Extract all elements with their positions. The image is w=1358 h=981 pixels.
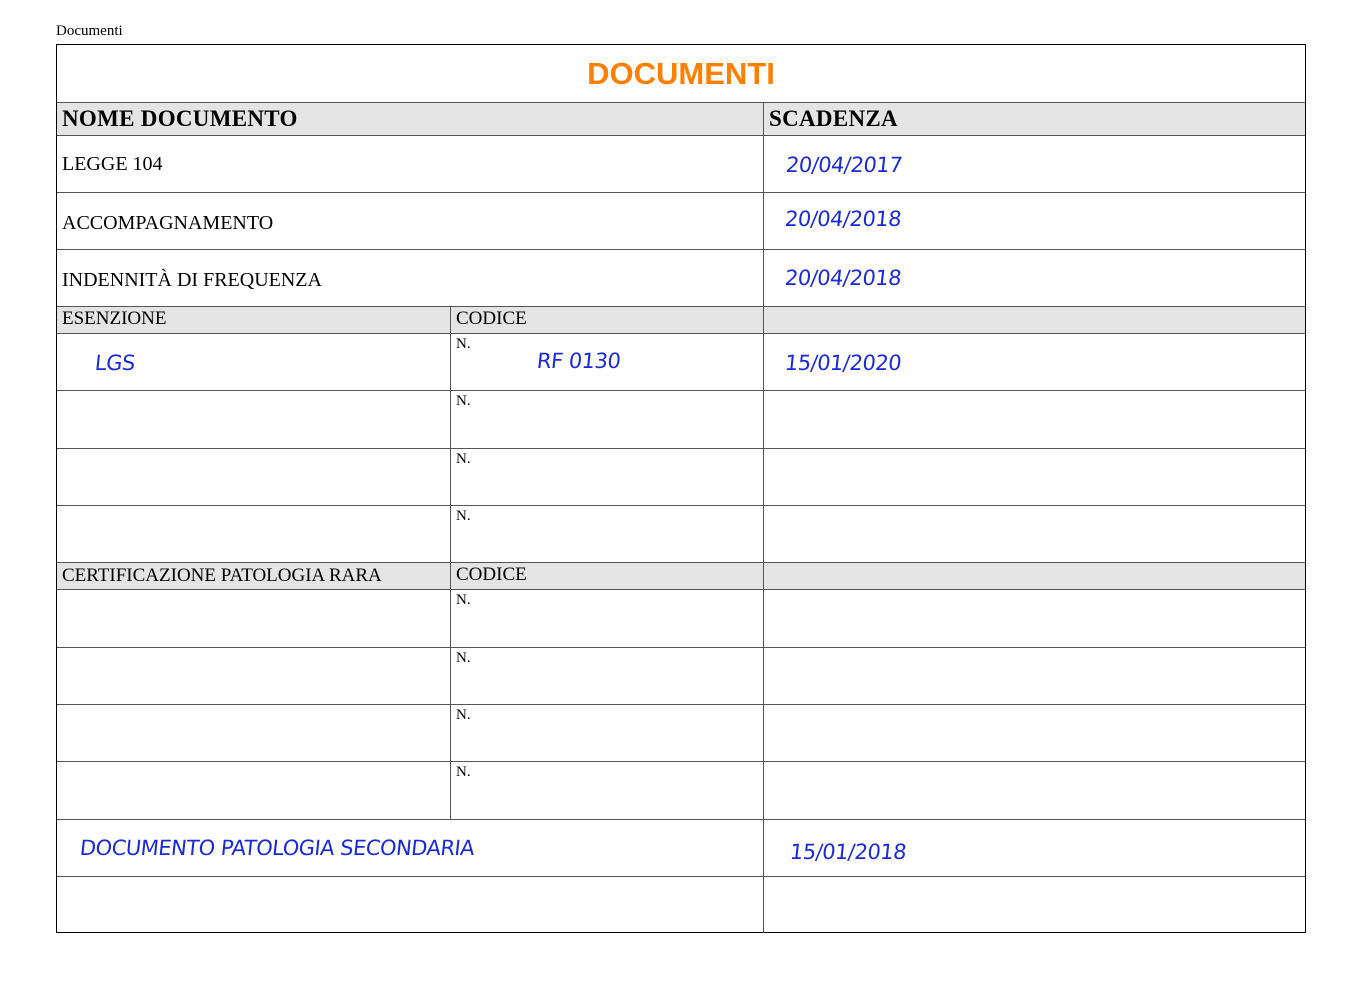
header-codice: CODICE: [456, 564, 527, 585]
secondary-date-field[interactable]: [763, 877, 1305, 933]
n-label: N.: [456, 336, 471, 352]
document-date-field[interactable]: [763, 193, 1305, 249]
esenzione-name-field[interactable]: [57, 391, 450, 448]
secondary-date: 15/01/2018: [788, 840, 908, 864]
document-date: 20/04/2018: [783, 266, 903, 290]
patologia-code-field[interactable]: [450, 762, 763, 819]
esenzione-name: LGS: [93, 351, 137, 375]
document-name: LEGGE 104: [62, 153, 163, 175]
header-esenzione: ESENZIONE: [62, 308, 167, 329]
patologia-rara-row: [57, 647, 1305, 704]
patologia-name-field[interactable]: [57, 590, 450, 647]
patologia-date-field[interactable]: [763, 705, 1305, 761]
patologia-name-field[interactable]: [57, 705, 450, 761]
n-label: N.: [456, 707, 471, 723]
secondary-name-field[interactable]: [57, 877, 763, 933]
document-date-field[interactable]: [763, 136, 1305, 192]
esenzione-date-field[interactable]: [763, 391, 1305, 448]
esenzione-date-field[interactable]: [763, 334, 1305, 390]
secondary-name-field[interactable]: [57, 820, 763, 876]
esenzione-row: [57, 505, 1305, 562]
esenzione-row: [57, 390, 1305, 448]
patologia-rara-row: [57, 589, 1305, 647]
page-label: Documenti: [56, 23, 123, 39]
form-title: DOCUMENTI: [587, 56, 775, 91]
esenzione-date-field[interactable]: [763, 506, 1305, 562]
header-nome-documento: NOME DOCUMENTO: [62, 106, 298, 131]
patologia-name-field[interactable]: [57, 648, 450, 704]
documents-form: [56, 44, 1306, 933]
patologia-name-field[interactable]: [57, 762, 450, 819]
n-label: N.: [456, 592, 471, 608]
document-date: 20/04/2017: [784, 153, 904, 177]
esenzione-row: [57, 333, 1305, 390]
header-row: [57, 102, 1305, 135]
header-patologia-rara: CERTIFICAZIONE PATOLOGIA RARA: [62, 565, 382, 586]
document-row: [57, 135, 1305, 192]
esenzione-date: 15/01/2020: [783, 351, 903, 375]
document-date: 20/04/2018: [783, 207, 903, 231]
patologia-code-field[interactable]: [450, 590, 763, 647]
secondary-row: [57, 876, 1305, 933]
document-row: [57, 192, 1305, 249]
n-label: N.: [456, 451, 471, 467]
title-row: [57, 45, 1305, 102]
esenzione-date-field[interactable]: [763, 449, 1305, 505]
document-name: INDENNITÀ DI FREQUENZA: [62, 269, 322, 291]
document-row: [57, 249, 1305, 306]
n-label: N.: [456, 508, 471, 524]
patologia-code-field[interactable]: [450, 648, 763, 704]
esenzione-header-row: [57, 306, 1305, 333]
patologia-date-field[interactable]: [763, 648, 1305, 704]
esenzione-name-field[interactable]: [57, 334, 450, 390]
patologia-rara-row: [57, 704, 1305, 761]
document-date-field[interactable]: [763, 250, 1305, 306]
secondary-date-field[interactable]: [763, 820, 1305, 876]
patologia-rara-row: [57, 761, 1305, 819]
patologia-date-field[interactable]: [763, 762, 1305, 819]
patologia-code-field[interactable]: [450, 705, 763, 761]
n-label: N.: [456, 650, 471, 666]
esenzione-code-field[interactable]: [450, 391, 763, 448]
esenzione-code-field[interactable]: [450, 506, 763, 562]
patologia-date-field[interactable]: [763, 590, 1305, 647]
esenzione-code-field[interactable]: [450, 449, 763, 505]
esenzione-name-field[interactable]: [57, 449, 450, 505]
esenzione-row: [57, 448, 1305, 505]
patologia-rara-header-row: [57, 562, 1305, 589]
esenzione-name-field[interactable]: [57, 506, 450, 562]
secondary-name: DOCUMENTO PATOLOGIA SECONDARIA: [78, 836, 476, 860]
esenzione-code-field[interactable]: [450, 334, 763, 390]
header-scadenza: SCADENZA: [769, 106, 898, 131]
document-name: ACCOMPAGNAMENTO: [62, 212, 274, 234]
secondary-row: [57, 819, 1305, 876]
n-label: N.: [456, 764, 471, 780]
n-label: N.: [456, 393, 471, 409]
esenzione-code: RF 0130: [535, 349, 622, 373]
header-codice: CODICE: [456, 308, 527, 329]
